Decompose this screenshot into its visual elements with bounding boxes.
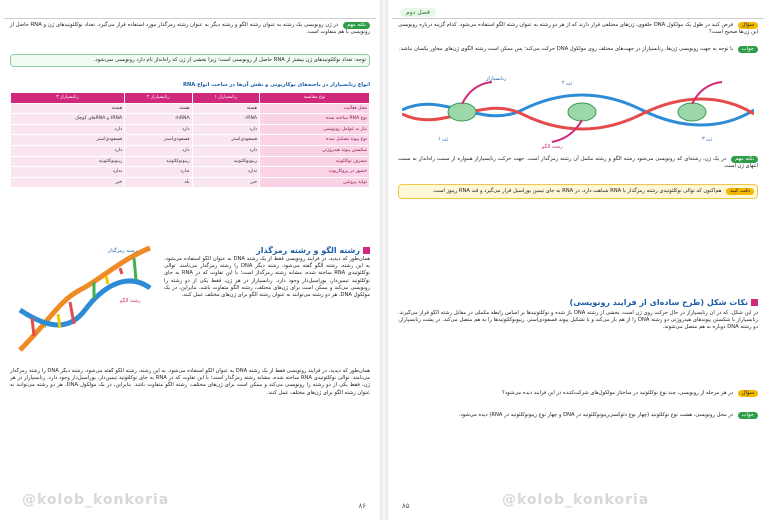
table-cell: محل فعالیت	[260, 103, 370, 114]
table-cell: تولید پروتئین	[260, 177, 370, 188]
question-2-text: در هر مرحله از رونویسی، چند نوع نوکلئوتید در ساختار مولکول‌های شرکت‌کننده در این فرایند دیده می‌شود؟	[502, 390, 734, 396]
answer-2	[398, 412, 758, 419]
left-page-header	[4, 6, 376, 19]
table-cell: نیاز به عوامل رونویسی	[260, 124, 370, 135]
label-coding-strand: رشته رمزگذار	[108, 248, 138, 254]
important-note-text: در یک ژن، رشته‌ای که رونویسی می‌شود رشته الگو و رشته مکمل آن رشته رمزگذار است. جهت حرکت رنابسپاراز همواره از سمت راه‌انداز به سمت انتهای ژن است.	[398, 156, 758, 170]
table-cell: هسته	[11, 103, 125, 114]
warning-text: هم‌اکنون که توالی نوکلئوتیدی رشته رمزگذار با RNA شباهت دارد، در RNA به جای تیمین یوراسیل قرار می‌گیرد و قند RNA ریبوز است.	[432, 188, 722, 194]
table-cell: هسته	[125, 103, 192, 114]
left-intro	[10, 22, 370, 36]
question-1	[398, 22, 758, 36]
table-cell: خیر	[11, 177, 125, 188]
table-caption: انواع رنابسپاراز در یاخته‌های یوکاریوتی و نقش آن‌ها در ساخت انواع RNA	[182, 82, 370, 88]
table-cell: ریبونوکلئوتید	[125, 156, 192, 167]
base-pair	[134, 258, 136, 280]
left-page	[4, 6, 376, 514]
left-body-text-top: همان‌طور که دیدید، در فرایند رونویسی فقط از یک رشته DNA به عنوان الگو استفاده می‌شود. به این رشته، رشته الگو گفته می‌شود. رشته دیگر DNA را رشته رمزگذار می‌نامند. توالی نوکلئوتیدی RNA ساخته شده، مشابه رشته رمزگذار است؛ با این تفاوت که در RNA به جای نوکلئوتید تیمین‌دار، یوراسیل‌دار وجود دارد. رنابسپاراز در هر ژن، فقط یکی از دو رشته را رونویسی می‌کند و ممکن است برای ژن‌های مختلف، رشته الگو متفاوت باشد. بنابراین، در یک مولکول DNA، هر دو رشته می‌توانند به عنوان رشته الگو برای ژن‌های مختلف عمل کنند.	[164, 256, 370, 299]
label-template-strand: رشته الگو	[542, 144, 563, 150]
base-pair	[106, 276, 108, 284]
page-number: ۸۵	[402, 502, 410, 510]
right-page-header	[392, 6, 764, 19]
section-title-template-coding	[256, 246, 370, 255]
table-row	[11, 124, 370, 135]
table-row	[11, 177, 370, 188]
table-cell: حضور در پروکاریوت	[260, 167, 370, 178]
table-cell: خیر	[192, 177, 259, 188]
table-cell: ندارد	[192, 167, 259, 178]
table-cell: tRNA و RNAهای کوچک	[11, 114, 125, 125]
rna-transcript	[552, 120, 582, 142]
rna-polymerase-blob	[678, 103, 706, 121]
table-cell: ریبونوکلئوتید	[11, 156, 125, 167]
important-note-badge: نکته مهم	[343, 22, 370, 29]
table-row	[11, 167, 370, 178]
table-row	[11, 103, 370, 114]
answer-badge: جواب	[738, 412, 758, 419]
table-cell: ریبونوکلئوتید	[192, 156, 259, 167]
chapter-chip: فصل دوم	[400, 8, 436, 17]
question-badge: سؤال	[738, 390, 758, 397]
left-intro-text: در ژن رونویسی یک رشته به عنوان رشته الگو و رشته دیگر به عنوان رشته رمزگذار مورد استفاده قرار می‌گیرد. تعداد نوکلئوتیدهای ژن و RNA حاصل از رونویسی با هم متفاوت است.	[10, 22, 370, 36]
section-square-icon	[751, 299, 758, 306]
table-cell: مصرف نوکلئوتید	[260, 156, 370, 167]
table-cell: شکستن پیوند هیدروژنی	[260, 145, 370, 156]
table-cell: نوع RNA ساخته شده	[260, 114, 370, 125]
table-cell: mRNA	[125, 114, 192, 125]
table-cell: ندارد	[11, 167, 125, 178]
answer-2-text: در محل رونویسی، هشت نوع نوکلئوتید (چهار نوع دئوکسی‌ریبونوکلئوتید در DNA و چهار نوع ریبونوکلئوتید در RNA) دیده می‌شود.	[458, 412, 734, 418]
base-pair	[58, 314, 60, 328]
important-note-badge: نکته مهم	[731, 156, 758, 163]
right-body-text: در این شکل، که در آن رنابسپاراز در حال حرکت روی ژن است، بخشی از رشته DNA باز شده و نوکلئوتیدها بر اساس رابطه مکملی در مقابل رشته الگو قرار می‌گیرند. رنابسپاراز با شکستن پیوندهای هیدروژنی دو رشته DNA را از هم باز می‌کند و با تشکیل پیوند فسفودی‌استر، ریبونوکلئوتیدها را به هم متصل می‌کند. در پشت رنابسپاراز، دو رشته DNA دوباره به هم متصل می‌شوند.	[398, 310, 758, 331]
question-badge: سؤال	[738, 22, 758, 29]
table-cell: فسفودی‌استر	[11, 135, 125, 146]
book-gutter	[380, 0, 388, 520]
section-title-text: نکات شکل (طرح ساده‌ای از فرایند رونویسی)	[569, 298, 748, 307]
section-square-icon	[363, 247, 370, 254]
label-gene-2: ژن ۲	[562, 80, 573, 86]
table-header-cell: رنابسپاراز ۲	[125, 93, 192, 104]
table-header-cell: رنابسپاراز ۱	[192, 93, 259, 104]
left-body-text-bottom: همان‌طور که دیدید، در فرایند رونویسی فقط از یک رشته DNA به عنوان الگو استفاده می‌شود. به این رشته، رشته الگو گفته می‌شود. رشته دیگر DNA را رشته رمزگذار می‌نامند. توالی نوکلئوتیدی RNA ساخته شده، مشابه رشته رمزگذار است؛ با این تفاوت که در RNA به جای نوکلئوتید تیمین‌دار، یوراسیل‌دار وجود دارد. رنابسپاراز در هر ژن، فقط یکی از دو رشته را رونویسی می‌کند و ممکن است برای ژن‌های مختلف، رشته الگو متفاوت باشد. بنابراین، در یک مولکول DNA، هر دو رشته می‌توانند به عنوان رشته الگو برای ژن‌های مختلف عمل کنند.	[10, 368, 370, 396]
left-intro-box	[10, 54, 370, 67]
warning-box	[398, 184, 758, 199]
table-cell: دارد	[125, 124, 192, 135]
label-gene-3: ژن ۳	[702, 136, 713, 142]
answer-1-text: با توجه به جهت رونویسی ژن‌ها، رنابسپاراز در جهت‌های مختلف روی مولکول DNA حرکت می‌کند؛ پس ممکن است رشته الگوی ژن‌های مجاور یکسان نباشد.	[399, 46, 734, 52]
table-row	[11, 156, 370, 167]
table-cell: ندارد	[125, 167, 192, 178]
table-row	[11, 145, 370, 156]
watermark: @kolob_konkoria	[502, 492, 650, 508]
polymerase-table	[10, 92, 370, 188]
table-cell: دارد	[11, 145, 125, 156]
question-1-text: فرض کنید در طول یک مولکول DNA حلقوی، ژن‌های مختلفی قرار دارند که از هر دو رشته به عنوان رشته الگو استفاده می‌شود. کدام گزینه درباره رونویسی این ژن‌ها صحیح است؟	[398, 22, 758, 36]
label-template-strand: رشته الگو	[120, 298, 141, 304]
table-cell: دارد	[192, 145, 259, 156]
table-header-cell: نوع مقایسه	[260, 93, 370, 104]
base-pair	[32, 318, 34, 336]
table-cell: دارد	[192, 124, 259, 135]
important-note	[398, 156, 758, 170]
left-intro-box-text: توجه: تعداد نوکلئوتیدهای ژن بیشتر از RNA حاصل از رونویسی است؛ زیرا بخشی از ژن که راه‌انداز نام دارد رونویسی نمی‌شود.	[93, 57, 366, 63]
rna-transcript	[462, 82, 492, 104]
dna-helix-illustration	[10, 240, 160, 360]
table-cell: دارد	[11, 124, 125, 135]
rna-polymerase-blob	[448, 103, 476, 121]
section-title-text: رشته الگو و رشته رمزگذار	[256, 246, 360, 255]
base-pair	[120, 268, 122, 274]
table-cell: نوع پیوند تشکیل شده	[260, 135, 370, 146]
table-cell: فسفودی‌استر	[192, 135, 259, 146]
table-cell: بله	[125, 177, 192, 188]
table-cell: rRNA	[192, 114, 259, 125]
table-cell: هسته	[192, 103, 259, 114]
label-gene-1: ژن ۱	[438, 136, 449, 142]
answer-1	[398, 46, 758, 53]
question-2	[398, 390, 758, 397]
table-cell: فسفودی‌استر	[125, 135, 192, 146]
table-header-cell: رنابسپاراز ۳	[11, 93, 125, 104]
right-page	[392, 6, 764, 514]
table-row	[11, 114, 370, 125]
label-polymerase: رنابسپاراز	[486, 76, 507, 82]
table-header-row	[11, 93, 370, 104]
watermark: @kolob_konkoria	[22, 492, 170, 508]
table-row	[11, 135, 370, 146]
rna-polymerase-blob	[568, 103, 596, 121]
warning-badge: دقت کنید	[726, 188, 754, 195]
table-cell: دارد	[125, 145, 192, 156]
answer-badge: جواب	[738, 46, 758, 53]
section-title-diagram-notes	[570, 298, 758, 307]
page-number: ۸۶	[358, 502, 366, 510]
transcription-diagram	[402, 70, 754, 150]
